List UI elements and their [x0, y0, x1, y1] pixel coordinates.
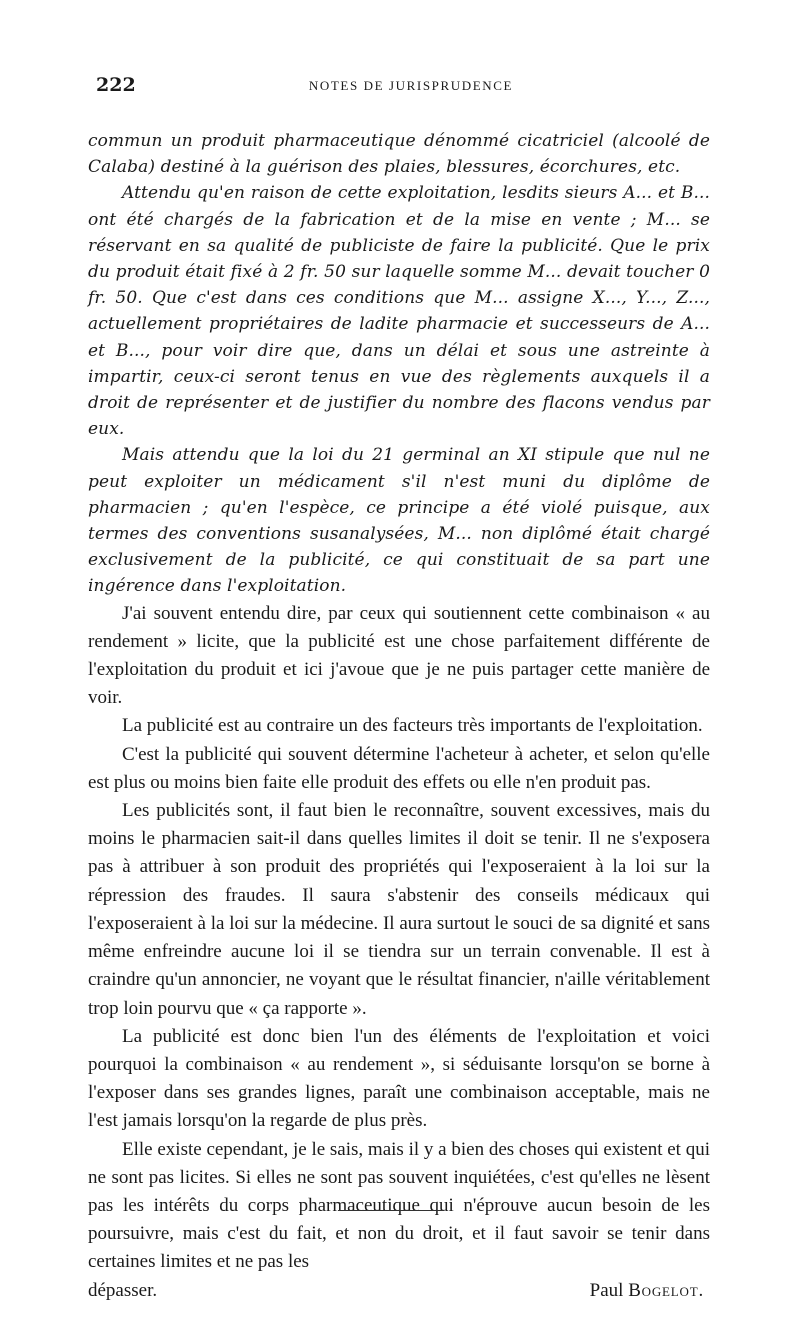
- paragraph: C'est la publicité qui souvent détermine l'acheteur à acheter, et selon qu'elle est plus ou moins bien faite elle produit des effets ou elle n'en produit pas.: [88, 743, 710, 793]
- paragraph: La publicité est au contraire un des facteurs très importants de l'exploitation.: [122, 715, 703, 737]
- page-header: [96, 72, 726, 100]
- paragraph: La publicité est donc bien l'un des éléments de l'exploitation et voici pourquoi la combinaison « au rendement », si séduisante lorsqu'on se borne à l'exposer dans ses grandes lignes, paraît une combinaison acceptable, mais ne l'est jamais lorsqu'on la regarde de plus près.: [88, 1025, 710, 1132]
- final-word: dépasser.: [88, 1279, 158, 1301]
- paragraph: J'ai souvent entendu dire, par ceux qui soutiennent cette combinaison « au rendement » licite, que la publicité est une chose parfaitement différente de l'exploitation du produit et ici j'avoue que je ne puis partager cette manière de voir.: [88, 602, 710, 709]
- author-signature: [590, 1277, 704, 1305]
- author-first-name: Paul: [589, 1279, 624, 1301]
- final-paragraph: Elle existe cependant, je le sais, mais il y a bien des choses qui existent et qui ne sont pas licites. Si elles ne sont pas souvent inquiétées, c'est qu'elles ne lèsent pas les intérêts du corps pharmaceutique qui n'éprouve aucun besoin de les poursuivre, mais c'est du fait, et non du droit, et il faut savoir se tenir dans certaines limites et ne pas les: [88, 1138, 710, 1273]
- section-divider: [338, 1210, 444, 1211]
- running-title: NOTES DE JURISPRUDENCE: [308, 78, 514, 93]
- quote-paragraph: Attendu qu'en raison de cette exploitation, lesdits sieurs A... et B... ont été chargés de la fabrication et de la mise en vente ; M... se réservant en sa qualité de publiciste de faire la publicité. Que le prix du produit était fixé à 2 fr. 50 sur laquelle somme M... devait toucher 0 fr. 50. Que c'est dans ces conditions que M... assigne X..., Y..., Z..., actuellement propriétaires de ladite pharmacie et successeurs de A... et B..., pour voir dire que, dans un délai et sous une astreinte à impartir, ceux-ci seront tenus en vue des règlements auxquels il a droit de représenter et de justifier du nombre des flacons vendus par eux.: [88, 183, 710, 440]
- paragraph: Les publicités sont, il faut bien le reconnaître, souvent excessives, mais du moins le pharmacien sait-il dans quelles limites il doit se tenir. Il ne s'exposera pas à attribuer à son produit des propriétés qui l'exposeraient à la loi sur la répression des fraudes. Il saura s'abstenir des conseils médicaux qui l'exposeraient à la loi sur la médecine. Il aura surtout le souci de sa dignité et sans même enfreindre aucune loi il se tiendra sur un terrain convenable. Il est à craindre qu'un annoncier, ne voyant que le résultat financier, n'aille véritablement trop loin pourvu que « ça rapporte ».: [88, 800, 710, 1019]
- court-ruling-quote: [88, 128, 710, 600]
- article-body: [88, 128, 710, 1305]
- closing-line: [88, 1277, 710, 1305]
- author-last-name: Bogelot.: [628, 1279, 704, 1301]
- quote-paragraph: Mais attendu que la loi du 21 germinal an XI stipule que nul ne peut exploiter un médicament s'il n'est muni du diplôme de pharmacien ; qu'en l'espèce, ce principe a été violé puisque, aux termes des conventions susanalysées, M... non diplômé était chargé exclusivement de la publicité, ce qui constituait de sa part une ingérence dans l'exploitation.: [88, 445, 710, 597]
- page-number: 222: [96, 74, 136, 96]
- quote-paragraph: commun un produit pharmaceutique dénommé cicatriciel (alcoolé de Calaba) destiné à la guérison des plaies, blessures, écorchures, etc.: [88, 131, 710, 178]
